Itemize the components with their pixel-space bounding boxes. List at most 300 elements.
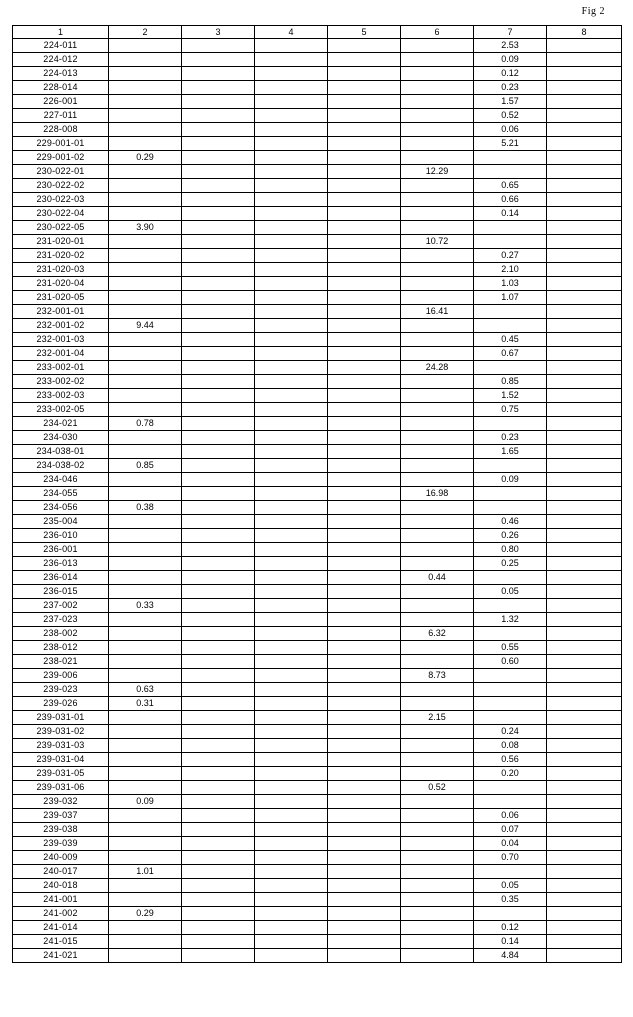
row-value-cell	[255, 277, 328, 291]
table-row	[13, 151, 622, 165]
row-value-cell	[255, 53, 328, 67]
row-value-cell	[109, 193, 182, 207]
row-value-cell	[328, 263, 401, 277]
row-value-cell: 0.52	[401, 781, 474, 795]
row-value-cell: 3.90	[109, 221, 182, 235]
row-value-cell: 16.41	[401, 305, 474, 319]
row-value-cell	[182, 487, 255, 501]
row-value-cell	[401, 109, 474, 123]
row-value-cell: 0.35	[474, 893, 547, 907]
row-value-cell: 0.14	[474, 207, 547, 221]
row-value-cell	[328, 865, 401, 879]
row-value-cell	[474, 459, 547, 473]
row-value-cell	[401, 697, 474, 711]
row-value-cell	[328, 95, 401, 109]
row-value-cell	[182, 207, 255, 221]
table-row	[13, 193, 622, 207]
row-value-cell	[109, 263, 182, 277]
table-row	[13, 711, 622, 725]
row-value-cell	[255, 935, 328, 949]
row-value-cell	[547, 123, 622, 137]
row-value-cell	[109, 347, 182, 361]
row-value-cell	[328, 669, 401, 683]
row-value-cell	[328, 613, 401, 627]
row-value-cell	[328, 725, 401, 739]
row-value-cell	[109, 627, 182, 641]
row-value-cell	[182, 711, 255, 725]
row-value-cell	[109, 473, 182, 487]
row-value-cell	[255, 151, 328, 165]
row-value-cell	[109, 165, 182, 179]
row-value-cell	[328, 39, 401, 53]
row-value-cell	[547, 949, 622, 963]
row-value-cell	[255, 249, 328, 263]
row-value-cell	[182, 767, 255, 781]
row-value-cell	[255, 907, 328, 921]
row-value-cell	[401, 67, 474, 81]
row-value-cell	[401, 333, 474, 347]
table-row	[13, 893, 622, 907]
row-value-cell	[401, 81, 474, 95]
row-value-cell	[547, 179, 622, 193]
row-value-cell	[401, 151, 474, 165]
row-code-cell: 236-015	[13, 585, 109, 599]
row-value-cell: 1.07	[474, 291, 547, 305]
row-value-cell	[255, 473, 328, 487]
row-value-cell	[182, 599, 255, 613]
row-value-cell	[401, 655, 474, 669]
row-value-cell	[328, 795, 401, 809]
row-value-cell	[109, 39, 182, 53]
row-code-cell: 231-020-05	[13, 291, 109, 305]
row-value-cell: 0.45	[474, 333, 547, 347]
table-row	[13, 431, 622, 445]
row-value-cell	[474, 319, 547, 333]
row-value-cell	[401, 459, 474, 473]
row-value-cell	[401, 529, 474, 543]
row-value-cell	[474, 711, 547, 725]
row-value-cell	[255, 641, 328, 655]
table-row	[13, 123, 622, 137]
row-code-cell: 240-018	[13, 879, 109, 893]
row-value-cell	[547, 207, 622, 221]
row-value-cell	[547, 361, 622, 375]
row-value-cell	[328, 305, 401, 319]
row-value-cell	[182, 515, 255, 529]
row-value-cell	[255, 851, 328, 865]
row-value-cell	[109, 613, 182, 627]
row-value-cell	[255, 711, 328, 725]
row-value-cell: 0.23	[474, 81, 547, 95]
row-value-cell	[109, 389, 182, 403]
table-header-row	[13, 26, 622, 39]
table-row	[13, 865, 622, 879]
row-code-cell: 231-020-04	[13, 277, 109, 291]
row-value-cell	[182, 53, 255, 67]
row-value-cell	[255, 781, 328, 795]
row-value-cell	[182, 39, 255, 53]
row-value-cell	[401, 837, 474, 851]
row-code-cell: 230-022-04	[13, 207, 109, 221]
row-value-cell: 0.09	[109, 795, 182, 809]
row-value-cell	[401, 221, 474, 235]
row-value-cell	[328, 585, 401, 599]
table-row	[13, 81, 622, 95]
row-value-cell	[547, 543, 622, 557]
row-value-cell	[182, 291, 255, 305]
table-row	[13, 473, 622, 487]
table-row	[13, 585, 622, 599]
row-value-cell	[182, 193, 255, 207]
row-value-cell: 0.38	[109, 501, 182, 515]
table-row	[13, 333, 622, 347]
row-value-cell: 0.63	[109, 683, 182, 697]
row-value-cell	[255, 67, 328, 81]
row-value-cell	[109, 249, 182, 263]
row-code-cell: 239-038	[13, 823, 109, 837]
table-row	[13, 179, 622, 193]
row-value-cell	[109, 179, 182, 193]
row-value-cell	[547, 669, 622, 683]
row-value-cell	[255, 319, 328, 333]
row-value-cell	[328, 109, 401, 123]
row-value-cell	[328, 543, 401, 557]
row-value-cell	[547, 585, 622, 599]
row-value-cell	[255, 165, 328, 179]
row-value-cell	[109, 809, 182, 823]
row-value-cell	[328, 781, 401, 795]
row-value-cell	[401, 277, 474, 291]
row-value-cell	[182, 347, 255, 361]
row-value-cell	[401, 921, 474, 935]
row-value-cell	[401, 445, 474, 459]
row-value-cell	[182, 459, 255, 473]
row-value-cell	[255, 585, 328, 599]
row-value-cell	[328, 823, 401, 837]
page-header-label: Fig 2	[581, 6, 605, 17]
row-value-cell: 1.57	[474, 95, 547, 109]
row-value-cell: 0.85	[474, 375, 547, 389]
row-value-cell	[182, 263, 255, 277]
row-code-cell: 229-001-01	[13, 137, 109, 151]
row-value-cell	[182, 725, 255, 739]
row-code-cell: 234-021	[13, 417, 109, 431]
row-value-cell	[255, 571, 328, 585]
table-row	[13, 599, 622, 613]
table-row	[13, 347, 622, 361]
row-value-cell	[328, 375, 401, 389]
row-value-cell	[109, 823, 182, 837]
row-value-cell	[182, 683, 255, 697]
row-value-cell	[401, 641, 474, 655]
row-value-cell	[255, 529, 328, 543]
row-value-cell	[255, 767, 328, 781]
row-value-cell	[182, 95, 255, 109]
row-value-cell	[182, 235, 255, 249]
row-code-cell: 235-004	[13, 515, 109, 529]
row-value-cell	[547, 263, 622, 277]
data-table	[12, 25, 622, 963]
row-value-cell	[182, 473, 255, 487]
row-value-cell	[109, 893, 182, 907]
row-value-cell	[328, 417, 401, 431]
row-value-cell	[328, 851, 401, 865]
row-value-cell	[182, 669, 255, 683]
row-value-cell	[255, 263, 328, 277]
row-value-cell	[182, 557, 255, 571]
row-value-cell	[401, 431, 474, 445]
row-code-cell: 224-012	[13, 53, 109, 67]
row-value-cell	[547, 641, 622, 655]
row-value-cell	[182, 949, 255, 963]
row-value-cell	[255, 221, 328, 235]
row-value-cell	[255, 655, 328, 669]
row-value-cell	[109, 949, 182, 963]
column-header-8: 8	[547, 26, 622, 39]
table-row	[13, 613, 622, 627]
row-value-cell	[474, 627, 547, 641]
table-row	[13, 571, 622, 585]
row-value-cell	[474, 361, 547, 375]
row-value-cell	[547, 151, 622, 165]
row-value-cell	[547, 291, 622, 305]
data-table-container	[12, 25, 621, 963]
row-value-cell	[328, 641, 401, 655]
row-value-cell	[401, 263, 474, 277]
table-row	[13, 403, 622, 417]
table-row	[13, 949, 622, 963]
row-value-cell	[182, 179, 255, 193]
row-value-cell	[328, 949, 401, 963]
row-value-cell	[255, 333, 328, 347]
row-value-cell: 0.60	[474, 655, 547, 669]
row-value-cell	[182, 809, 255, 823]
row-value-cell: 1.01	[109, 865, 182, 879]
row-value-cell	[401, 417, 474, 431]
row-value-cell	[547, 501, 622, 515]
row-value-cell	[182, 375, 255, 389]
row-code-cell: 224-013	[13, 67, 109, 81]
row-value-cell	[474, 487, 547, 501]
row-value-cell	[255, 599, 328, 613]
row-value-cell	[182, 389, 255, 403]
row-value-cell	[182, 921, 255, 935]
row-value-cell	[182, 823, 255, 837]
row-code-cell: 231-020-02	[13, 249, 109, 263]
row-value-cell	[401, 767, 474, 781]
row-value-cell	[547, 655, 622, 669]
row-code-cell: 233-002-02	[13, 375, 109, 389]
row-value-cell	[401, 375, 474, 389]
row-value-cell	[182, 935, 255, 949]
row-value-cell	[182, 221, 255, 235]
row-value-cell	[547, 935, 622, 949]
row-value-cell	[547, 879, 622, 893]
row-value-cell	[182, 585, 255, 599]
row-value-cell: 0.12	[474, 67, 547, 81]
row-value-cell	[328, 711, 401, 725]
row-value-cell	[547, 893, 622, 907]
row-value-cell	[182, 795, 255, 809]
row-value-cell	[182, 123, 255, 137]
row-value-cell: 9.44	[109, 319, 182, 333]
table-row	[13, 655, 622, 669]
row-value-cell	[182, 249, 255, 263]
row-value-cell	[109, 781, 182, 795]
table-row	[13, 95, 622, 109]
row-value-cell	[182, 431, 255, 445]
table-row	[13, 487, 622, 501]
row-value-cell	[255, 795, 328, 809]
table-row	[13, 39, 622, 53]
row-value-cell	[474, 305, 547, 319]
row-value-cell	[547, 193, 622, 207]
row-value-cell: 24.28	[401, 361, 474, 375]
row-value-cell: 0.12	[474, 921, 547, 935]
row-value-cell: 0.70	[474, 851, 547, 865]
row-value-cell	[547, 697, 622, 711]
row-value-cell	[547, 109, 622, 123]
row-value-cell	[255, 109, 328, 123]
row-value-cell	[255, 837, 328, 851]
row-value-cell	[547, 711, 622, 725]
row-value-cell	[182, 81, 255, 95]
row-value-cell	[328, 907, 401, 921]
row-value-cell	[328, 837, 401, 851]
column-header-1: 1	[13, 26, 109, 39]
row-value-cell	[109, 53, 182, 67]
row-value-cell: 0.24	[474, 725, 547, 739]
row-code-cell: 239-039	[13, 837, 109, 851]
row-code-cell: 239-006	[13, 669, 109, 683]
row-code-cell: 227-011	[13, 109, 109, 123]
row-code-cell: 230-022-03	[13, 193, 109, 207]
row-value-cell	[547, 753, 622, 767]
table-row	[13, 753, 622, 767]
row-value-cell	[401, 739, 474, 753]
row-code-cell: 229-001-02	[13, 151, 109, 165]
row-value-cell	[474, 221, 547, 235]
row-value-cell	[474, 781, 547, 795]
row-value-cell	[401, 599, 474, 613]
row-value-cell	[328, 221, 401, 235]
row-value-cell	[255, 543, 328, 557]
row-value-cell	[328, 319, 401, 333]
row-code-cell: 239-031-03	[13, 739, 109, 753]
row-code-cell: 237-002	[13, 599, 109, 613]
row-value-cell	[255, 879, 328, 893]
row-code-cell: 234-046	[13, 473, 109, 487]
row-code-cell: 234-038-01	[13, 445, 109, 459]
row-value-cell: 0.27	[474, 249, 547, 263]
row-code-cell: 230-022-02	[13, 179, 109, 193]
row-value-cell	[109, 585, 182, 599]
row-code-cell: 238-021	[13, 655, 109, 669]
column-header-7: 7	[474, 26, 547, 39]
row-value-cell	[109, 375, 182, 389]
row-value-cell	[255, 725, 328, 739]
row-value-cell	[255, 375, 328, 389]
row-value-cell: 0.07	[474, 823, 547, 837]
row-code-cell: 239-026	[13, 697, 109, 711]
row-value-cell	[328, 193, 401, 207]
row-code-cell: 241-001	[13, 893, 109, 907]
row-value-cell: 0.67	[474, 347, 547, 361]
row-value-cell	[255, 207, 328, 221]
row-value-cell	[328, 459, 401, 473]
row-value-cell	[474, 795, 547, 809]
row-value-cell	[401, 823, 474, 837]
row-value-cell	[328, 753, 401, 767]
row-value-cell	[547, 557, 622, 571]
row-value-cell	[109, 921, 182, 935]
row-value-cell	[109, 641, 182, 655]
row-value-cell	[328, 165, 401, 179]
row-value-cell: 1.32	[474, 613, 547, 627]
row-value-cell	[328, 403, 401, 417]
row-code-cell: 238-012	[13, 641, 109, 655]
row-code-cell: 237-023	[13, 613, 109, 627]
row-value-cell	[255, 347, 328, 361]
row-value-cell	[328, 179, 401, 193]
row-value-cell	[255, 81, 328, 95]
table-row	[13, 543, 622, 557]
table-row	[13, 809, 622, 823]
row-value-cell	[328, 487, 401, 501]
row-code-cell: 233-002-01	[13, 361, 109, 375]
row-value-cell	[255, 389, 328, 403]
row-value-cell	[547, 95, 622, 109]
row-value-cell	[474, 697, 547, 711]
row-value-cell	[547, 767, 622, 781]
row-value-cell: 2.10	[474, 263, 547, 277]
row-value-cell	[547, 529, 622, 543]
row-value-cell	[474, 599, 547, 613]
row-value-cell	[255, 193, 328, 207]
row-value-cell	[401, 179, 474, 193]
row-value-cell	[328, 921, 401, 935]
row-value-cell	[547, 725, 622, 739]
row-value-cell	[182, 893, 255, 907]
row-value-cell	[255, 291, 328, 305]
table-row	[13, 823, 622, 837]
row-value-cell	[255, 123, 328, 137]
row-value-cell	[401, 123, 474, 137]
table-row	[13, 641, 622, 655]
row-value-cell	[547, 683, 622, 697]
table-row	[13, 235, 622, 249]
row-value-cell	[328, 249, 401, 263]
row-value-cell	[401, 809, 474, 823]
row-value-cell	[109, 277, 182, 291]
row-code-cell: 233-002-03	[13, 389, 109, 403]
row-value-cell	[401, 193, 474, 207]
row-code-cell: 239-031-04	[13, 753, 109, 767]
row-value-cell	[182, 417, 255, 431]
row-value-cell	[182, 137, 255, 151]
row-code-cell: 231-020-01	[13, 235, 109, 249]
row-value-cell	[547, 417, 622, 431]
table-row	[13, 879, 622, 893]
row-value-cell	[109, 655, 182, 669]
row-value-cell	[401, 613, 474, 627]
row-value-cell	[547, 823, 622, 837]
row-value-cell	[474, 571, 547, 585]
row-value-cell	[255, 921, 328, 935]
row-value-cell	[109, 235, 182, 249]
row-value-cell	[547, 235, 622, 249]
column-header-4: 4	[255, 26, 328, 39]
